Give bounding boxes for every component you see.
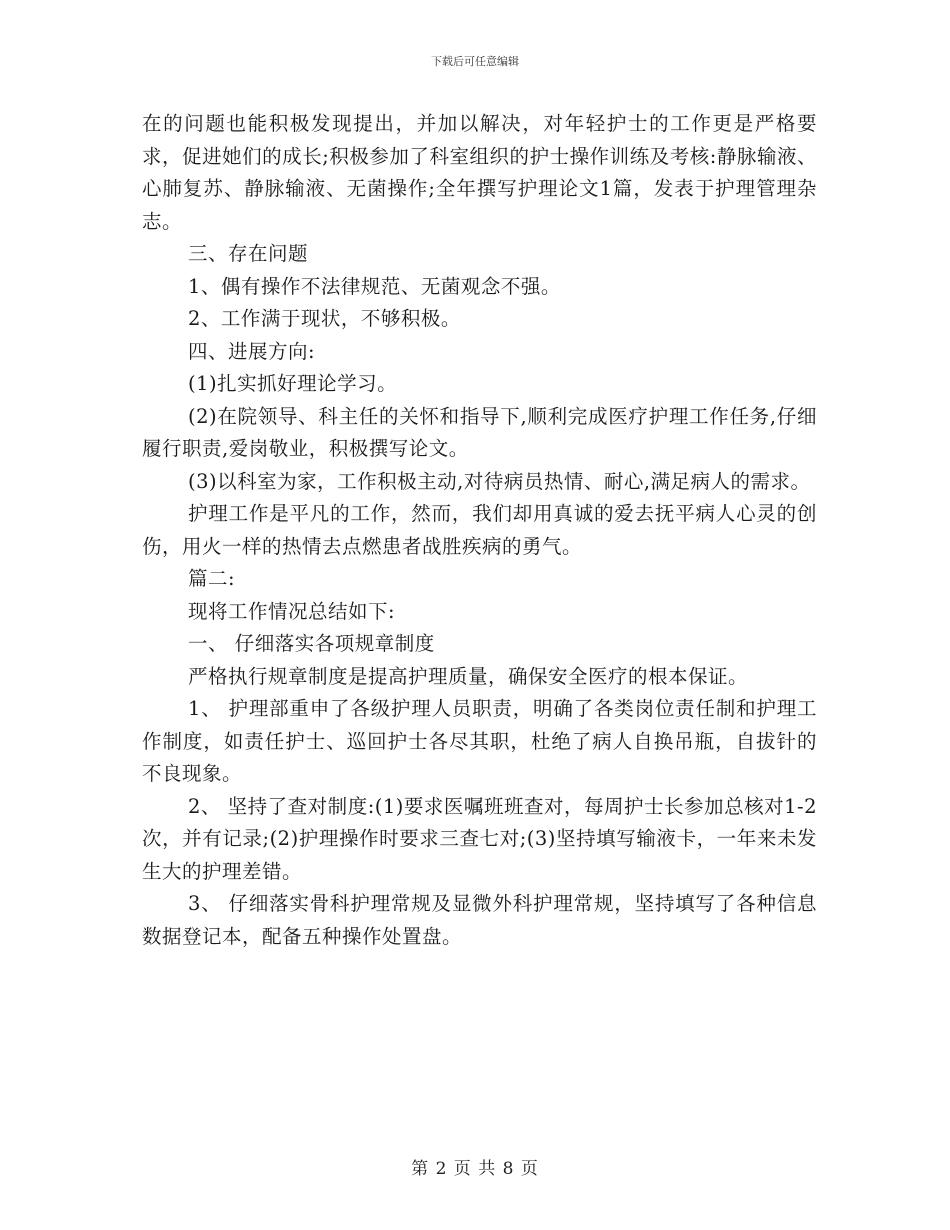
list-item: 2、 坚持了查对制度:(1)要求医嘱班班查对，每周护士长参加总核对1-2次，并有记录;(2)护理操作时要求三查七对;(3)坚持填写输液卡，一年来未发生大的护理差错。 [142, 794, 817, 883]
paragraph: 现将工作情况总结如下: [188, 599, 396, 623]
section-heading: 三、存在问题 [188, 242, 309, 265]
page-number-footer: 第 2 页 共 8 页 [411, 1159, 539, 1179]
section-heading: 篇二: [188, 567, 236, 590]
paragraph: 在的问题也能积极发现提出，并加以解决，对年轻护士的工作更是严格要求，促进她们的成长;积极参加了科室组织的护士操作训练及考核:静脉输液、心肺复苏、静脉输液、无菌操作;全年撰写护理论文1篇，发表于护理管理杂志。 [142, 112, 817, 233]
list-item: 3、 仔细落实骨科护理常规及显微外科护理常规，坚持填写了各种信息数据登记本，配备五种操作处置盘。 [142, 892, 817, 948]
section-heading: 四、进展方向: [188, 339, 316, 363]
paragraph: 护理工作是平凡的工作，然而，我们却用真诚的爱去抚平病人心灵的创伤，用火一样的热情去点燃患者战胜疾病的勇气。 [142, 502, 817, 558]
paragraph: 严格执行规章制度是提高护理质量，确保安全医疗的根本保证。 [188, 664, 749, 688]
header-note: 下载后可任意编辑 [431, 55, 519, 68]
list-item: 2、工作满于现状，不够积极。 [188, 307, 461, 330]
section-heading: 一、 仔细落实各项规章制度 [188, 632, 435, 655]
document-body [142, 108, 817, 953]
list-item: (2)在院领导、科主任的关怀和指导下,顺利完成医疗护理工作任务,仔细履行职责,爱岗敬业，积极撰写论文。 [142, 404, 817, 460]
list-item: (3)以科室为家，工作积极主动,对待病员热情、耐心,满足病人的需求。 [188, 469, 811, 493]
list-item: 1、偶有操作不法律规范、无菌观念不强。 [188, 274, 561, 298]
list-item: (1)扎实抓好理论学习。 [188, 372, 398, 395]
list-item: 1、 护理部重申了各级护理人员职责，明确了各类岗位责任制和护理工作制度，如责任护士、巡回护士各尽其职，杜绝了病人自换吊瓶，自拔针的不良现象。 [142, 697, 817, 785]
